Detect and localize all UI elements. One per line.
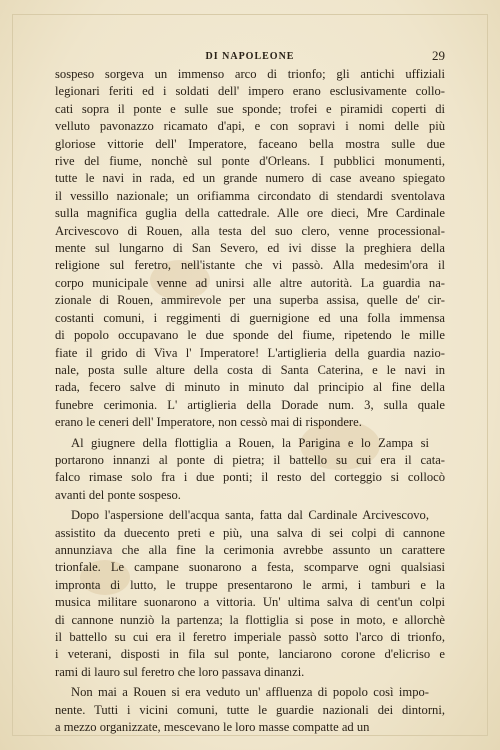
text-line: velluto pavonazzo ricamato d'api, e con sopravi i nomi delle più — [55, 119, 445, 134]
text-line: nente. Tutti i vicini comuni, tutte le guardie nazionali dei dintorni, — [55, 702, 445, 717]
page-number: 29 — [432, 48, 445, 63]
paragraph — [55, 435, 445, 505]
text-line: gloriose vittorie dell' Imperatore, faceano bella mostra sulle due — [55, 136, 445, 151]
text-line: legionari feriti ed i soldati dell' impero erano esclusivamente collo- — [55, 84, 445, 99]
text-line: religione sul feretro, nell'istante che vi passò. Alla medesim'ora il — [55, 258, 445, 273]
text-line: erano le ceneri dell' Imperatore, non cessò mai di rispondere. — [55, 415, 362, 430]
text-line: il battello su cui era il feretro imperiale passò sotto l'arco di trionfo, — [55, 630, 445, 644]
paragraph — [55, 684, 445, 736]
text-line: impronta di lutto, le truppe presentarono le armi, i tamburi e la — [55, 577, 445, 592]
body-text — [55, 66, 445, 736]
text-line: mente sul lungarno di San Severo, ed ivi disse la preghiera della — [55, 241, 445, 256]
text-line: corpo municipale venne ad unirsi alle altre autorità. La guardia na- — [55, 275, 445, 290]
text-line: rive del fiume, nonchè sul ponte d'Orleans. I pubblici monumenti, — [55, 154, 445, 169]
text-line: funebre cerimonia. L' artiglieria della Dorade num. 3, sulla quale — [55, 397, 445, 412]
paragraph — [55, 66, 445, 432]
text-line: falco rimase solo fra i due ponti; il resto del corteggio si collocò — [55, 470, 445, 485]
text-line: i veterani, disposti in fila sul ponte, lanciarono corone d'elicriso e — [55, 647, 445, 662]
text-line: musica militare suonarono a vittoria. Un' ultima salva di cent'un colpi — [55, 595, 445, 610]
text-line: Non mai a Rouen si era veduto un' affluenza di popolo così impo- — [71, 685, 429, 700]
text-line: rami di lauro sul feretro che loro passava dinanzi. — [55, 664, 305, 679]
text-line: nale, posta sulle alture della costa di Santa Caterina, e le navi in — [55, 362, 445, 377]
text-line: Arcivescovo di Rouen, alla testa del suo clero, venne processional- — [55, 223, 445, 238]
text-line: Al giugnere della flottiglia a Rouen, la Parigina e lo Zampa si — [71, 435, 429, 450]
paragraph — [55, 507, 445, 681]
page-header — [55, 50, 445, 66]
text-line: rada, fecero salve di minuto in minuto dal principio al fine della — [55, 380, 445, 395]
text-line: cati sopra il ponte e sulle sue sponde; trofei e piramidi coperti di — [55, 101, 445, 116]
text-line: assistito da duecento preti e più, una salva di sei colpi di cannone — [55, 525, 445, 540]
text-line: fiate il grido di Viva l' Imperatore! L'artiglieria della guardia nazio- — [55, 345, 445, 360]
text-line: sospeso sorgeva un immenso arco di trionfo; gli antichi uffiziali — [55, 67, 445, 81]
text-line: zionale di Rouen, ammirevole per una superba assisa, quelle de' cir- — [55, 293, 445, 308]
text-line: costanti comuni, i reggimenti di guernigione ed una folla immensa — [55, 310, 445, 325]
text-line: trionfale. Le campane suonarono a festa, scomparve ogni qualsiasi — [55, 560, 445, 575]
text-line: Dopo l'aspersione dell'acqua santa, fatta dal Cardinale Arcivescovo, — [71, 508, 429, 523]
text-line: di popolo occupavano le due sponde del fiume, ripetendo le mille — [55, 328, 445, 343]
text-line: annunziava che alla fine la cerimonia avrebbe assunto un carattere — [55, 542, 445, 557]
running-head: DI NAPOLEONE — [205, 51, 295, 62]
text-line: di cannone nunziò la partenza; la flottiglia si pose in moto, e allorchè — [55, 612, 445, 627]
text-line: sulla magnifica guglia della cattedrale. Alle ore dieci, Mre Cardinale — [55, 206, 445, 221]
text-line: a mezzo organizzate, mescevano le loro masse compatte ad un — [55, 720, 370, 735]
text-line: tutte le navi in rada, ed un grande numero di case aveano spiegato — [55, 171, 445, 186]
text-line: avanti del ponte sospeso. — [55, 487, 181, 502]
text-line: il vessillo nazionale; un orifiamma circondato di stendardi sventolava — [55, 188, 445, 203]
text-line: portarono innanzi al ponte di pietra; il battello su cui era il cata- — [55, 452, 445, 467]
